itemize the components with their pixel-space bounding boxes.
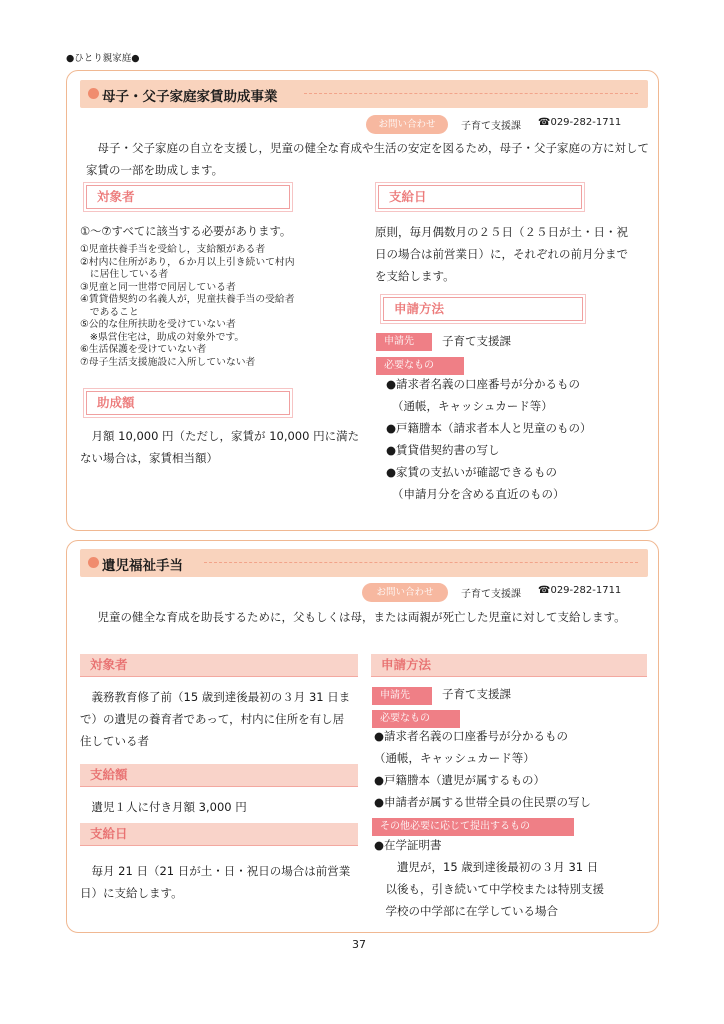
contact-phone: ☎029-282-1711 bbox=[538, 585, 622, 596]
target-list bbox=[80, 244, 370, 369]
contact-dept: 子育て支援課 bbox=[461, 589, 521, 600]
list-item: ●請求者名義の口座番号が分かるもの bbox=[374, 729, 569, 743]
list-item: ③児童と同一世帯で同居している者 bbox=[80, 281, 236, 293]
other-tag: その他必要に応じて提出するもの bbox=[372, 818, 574, 836]
heading-amount: 助成額 bbox=[86, 391, 290, 415]
other-list bbox=[374, 834, 656, 922]
contact-dept: 子育て支援課 bbox=[461, 121, 521, 132]
apply-place-tag: 申請先 bbox=[376, 333, 432, 351]
target-lead: ①～⑦すべてに該当する必要があります。 bbox=[80, 225, 292, 238]
payday-text: 原則，毎月偶数月の２５日（２５日が土・日・祝日の場合は前営業日）に，それぞれの前月分までを支給します。 bbox=[375, 225, 628, 283]
section-title: 母子・父子家庭家賃助成事業 bbox=[102, 89, 278, 105]
list-item: （通帳，キャッシュカード等） bbox=[392, 399, 553, 413]
list-item: ●家賃の支払いが確認できるもの bbox=[386, 465, 558, 479]
list-item: ①児童扶養手当を受給し，支給額がある者 bbox=[80, 244, 266, 255]
needs-list bbox=[374, 725, 656, 813]
heading-target: 対象者 bbox=[80, 654, 358, 677]
list-item: ●戸籍謄本（請求者本人と児童のもの） bbox=[386, 421, 592, 435]
section-intro: 母子・父子家庭の自立を支援し，児童の健全な育成や生活の安定を図るため，母子・父子家庭の方に対して家賃の一部を助成します。 bbox=[86, 141, 650, 177]
heading-apply: 申請方法 bbox=[371, 654, 647, 677]
section-intro: 児童の健全な育成を助長するために，父もしくは母，または両親が死亡した児童に対して支給します。 bbox=[86, 610, 626, 624]
list-item: （申請月分を含める直近のもの） bbox=[392, 487, 565, 501]
list-item: （通帳，キャッシュカード等） bbox=[374, 751, 535, 765]
bullet-dot-icon bbox=[88, 88, 99, 99]
list-item: ⑥生活保護を受けていない者 bbox=[80, 344, 207, 355]
list-item: 以後も，引き続いて中学校または特別支援 bbox=[374, 882, 604, 896]
list-item: ●申請者が属する世帯全員の住民票の写し bbox=[374, 795, 592, 809]
contact-phone: ☎029-282-1711 bbox=[538, 117, 622, 128]
payday-text: 毎月 21 日（21 日が土・日・祝日の場合は前営業日）に支給します。 bbox=[80, 864, 351, 900]
amount-text: 月額 10,000 円（ただし，家賃が 10,000 円に満たない場合は，家賃相当額） bbox=[80, 429, 360, 465]
list-item: ●在学証明書 bbox=[374, 838, 442, 852]
apply-place: 子育て支援課 bbox=[442, 687, 511, 701]
needs-list bbox=[386, 373, 656, 505]
amount-text: 遺児１人に付き月額 3,000 円 bbox=[80, 800, 247, 814]
list-item: ④賃貸借契約の名義人が，児童扶養手当の受給者 bbox=[80, 294, 295, 305]
list-item: ●請求者名義の口座番号が分かるもの bbox=[386, 377, 581, 391]
target-text: 義務教育修了前（15 歳到達後最初の３月 31 日まで）の遺児の養育者であって，村内に住所を有し居住している者 bbox=[80, 690, 351, 748]
apply-place-tag: 申請先 bbox=[372, 687, 432, 705]
heading-payday: 支給日 bbox=[80, 823, 358, 846]
page-number: 37 bbox=[352, 938, 366, 951]
list-item: 学校の中学部に在学している場合 bbox=[374, 904, 558, 918]
list-item: に居住している者 bbox=[80, 269, 169, 280]
list-item: 遺児が，15 歳到達後最初の３月 31 日 bbox=[374, 860, 599, 874]
list-item: であること bbox=[80, 306, 139, 318]
section-title: 遺児福祉手当 bbox=[102, 558, 183, 574]
dashed-rule bbox=[304, 93, 638, 94]
list-item: ●賃貸借契約書の写し bbox=[386, 443, 500, 457]
list-item: ⑤公的な住所扶助を受けていない者 bbox=[80, 319, 236, 330]
needs-tag: 必要なもの bbox=[376, 357, 464, 375]
section-title-bar bbox=[80, 549, 648, 577]
heading-target: 対象者 bbox=[86, 185, 290, 209]
heading-payday: 支給日 bbox=[378, 185, 582, 209]
category-label: ●ひとり親家庭● bbox=[66, 53, 140, 64]
section-title-bar bbox=[80, 80, 648, 108]
apply-place: 子育て支援課 bbox=[442, 334, 511, 348]
bullet-dot-icon bbox=[88, 557, 99, 568]
list-item: ※県営住宅は，助成の対象外です。 bbox=[80, 331, 245, 343]
list-item: ②村内に住所があり，６か月以上引き続いて村内 bbox=[80, 256, 295, 268]
contact-badge: お問い合わせ bbox=[362, 583, 448, 602]
dashed-rule bbox=[204, 562, 638, 563]
heading-amount: 支給額 bbox=[80, 764, 358, 787]
list-item: ⑦母子生活支援施設に入所していない者 bbox=[80, 356, 256, 368]
list-item: ●戸籍謄本（遺児が属するもの） bbox=[374, 773, 546, 787]
heading-apply: 申請方法 bbox=[383, 297, 583, 321]
needs-tag: 必要なもの bbox=[372, 710, 460, 728]
contact-badge: お問い合わせ bbox=[366, 115, 448, 134]
